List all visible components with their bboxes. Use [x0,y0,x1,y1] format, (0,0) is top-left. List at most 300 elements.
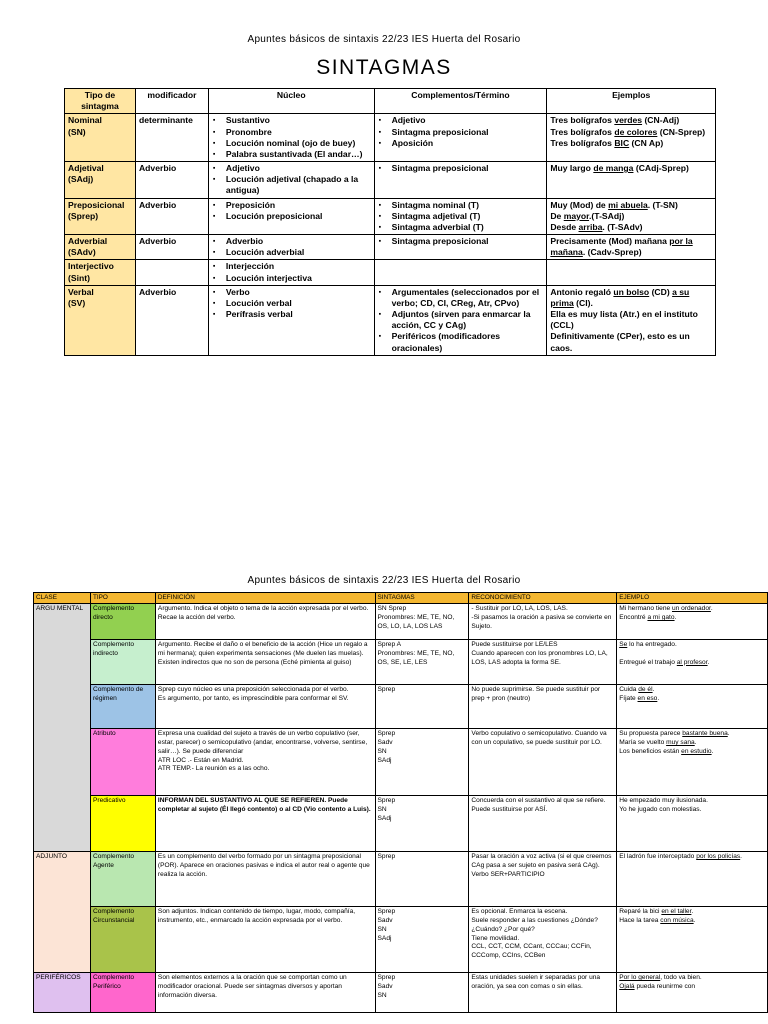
definicion-cell [155,604,375,640]
example-text: . [727,730,730,738]
example-line [550,163,712,174]
example-line [619,974,765,983]
cell-line: CCL, CCT, CCM, CCant, CCCau; CCFin, CCComp, CCIns, CCBen [471,943,592,959]
example-text: . [657,695,660,703]
sintagmas-cell [375,796,469,852]
list-item: ▪ Locución adjetival (chapado a la antigua) [226,174,371,196]
cell-line: Es opcional. Enmarca la escena. [471,908,568,916]
example-text: Tres bolígrafos [550,126,615,137]
example-text: He empezado muy ilusionada. [619,797,708,805]
cell-line: ATR TEMP.- La reunión es a las ocho. [157,765,270,773]
cell-line: SN [377,747,387,755]
complementos-list [378,200,544,234]
tipo-cell [65,260,136,285]
example-text: . (Cadv-Sprep) [582,247,642,258]
ejemplo-cell [617,796,768,852]
cell-line: Sprep [377,797,396,805]
complementos-cell [374,162,547,199]
nucleo-cell [208,235,374,260]
nucleo-list [212,200,371,222]
example-line [619,806,765,815]
list-item: ▪ Sintagma nominal (T) [392,200,544,211]
underlined-text: en estudio [681,747,712,755]
example-line [619,983,765,992]
example-line [550,236,712,258]
list-item: ▪ Preposición [226,200,371,211]
sintagmas-cell [375,907,469,973]
underlined-text: arriba [578,221,603,232]
underlined-text: muy sana [666,739,695,747]
example-text: De [550,210,564,221]
cell-line: SN [377,806,387,814]
sintagmas-cell [375,640,469,685]
underlined-text: en eso [637,695,658,703]
example-text: . [693,917,696,925]
column-header: Ejemplos [547,89,716,114]
complementos-list [378,163,544,174]
example-text: (CN-Adj) [642,115,680,126]
cell-line: Argumento. Recibe el daño o el beneficio de la acción (Hice un regalo a mi hermana); quien experimenta sensaciones (Me duelen las muelas). Existen indirectos que no son de persona (Eché pimienta al guiso) [157,641,368,666]
example-line [619,917,765,926]
tipo-cell: Complemento directo [90,604,155,640]
example-line [619,853,765,862]
table-row [34,685,768,729]
example-text: Entregué el trabajo [619,658,677,666]
underlined-text: mi abuela [608,199,648,210]
cell-line: - Sustituir por LO, LA, LOS, LAS. [471,605,568,613]
cell-line: SAdj [377,756,392,764]
list-item: ▪ Adjetivo [392,115,544,126]
sintagmas-cell [375,973,469,1013]
example-line [619,650,765,659]
ejemplo-cell [617,640,768,685]
tipo-line: (Sprep) [68,210,99,221]
complementos-cell [374,198,547,235]
column-header: CLASE [34,593,91,604]
example-line [550,200,712,211]
clase-cell: ARGU MENTAL [34,604,91,852]
table-row [65,260,716,285]
underlined-text: de colores [614,126,658,137]
example-line [619,748,765,757]
example-text: . [710,605,713,613]
list-item: ▪ Sustantivo [226,115,371,126]
cell-line: SN [377,991,387,999]
list-item: ▪ Periféricos (modificadores oracionales) [392,331,544,353]
cell-line: Sadv [377,739,393,747]
table-header-row [34,593,768,604]
ejemplos-cell [547,162,716,199]
cell-line: Pronombres: ME, TE, NO, OS, LO, LA, LOS LAS [377,614,455,630]
sintagmas-cell [375,685,469,729]
definicion-cell [155,685,375,729]
example-text: El ladrón fue interceptado [619,853,697,861]
cell-line: Sprep [377,853,396,861]
example-line [550,287,712,309]
example-text: Tres bolígrafos [550,137,615,148]
cell-line: Expresa una cualidad del sujeto a través de un verbo copulativo (ser, estar, parecer) o semicopulativo (andar, encontrarse, volverse, sentirse, salir…). Se puede diferenciar [157,730,368,755]
cell-line: Verbo copulativo o semicopulativo. Cuando va con un copulativo, se puede sustituir por LO. [471,730,607,747]
list-item: ▪ Sintagma adjetival (T) [392,211,544,222]
cell-line: Tiene movilidad. [471,934,520,942]
complementos-cell [374,285,547,355]
reconocimiento-cell [469,640,617,685]
page1-header: Apuntes básicos de sintaxis 22/23 IES Huerta del Rosario [247,34,521,45]
list-item: ▪ Argumentales (seleccionados por el verbo; CD, CI, CReg, Atr, CPvo) [392,287,544,309]
definicion-cell [155,852,375,907]
column-header: Núcleo [208,89,374,114]
table-row [34,973,768,1013]
sintagmas-table [64,88,716,356]
cell-line: Verbo SER+PARTICIPIO [471,870,545,878]
tipo-cell: Complemento Agente [90,852,155,907]
cell-line: Sprep [377,686,396,694]
example-text: Muy largo [550,163,594,174]
reconocimiento-cell [469,604,617,640]
cell-line: Estas unidades suelen ir separadas por una oración, ya sea con comas o sin ellas. [471,974,601,991]
list-item: ▪ Adjuntos (sirven para enmarcar la acción, CC y CAg) [392,309,544,331]
column-header: RECONOCIMIENTO [469,593,617,604]
funciones-table [33,592,768,1013]
complementos-list [378,236,544,247]
tipo-cell: Complemento de régimen [90,685,155,729]
underlined-text: Por lo general [619,974,661,982]
complementos-cell [374,235,547,260]
nucleo-cell [208,114,374,162]
ejemplo-cell [617,685,768,729]
underlined-text: un ordenador [671,605,711,613]
reconocimiento-cell [469,796,617,852]
column-header: DEFINICIÓN [155,593,375,604]
example-text: Reparé la bici [619,908,662,916]
example-line [550,127,712,138]
cell-line: Argumento. Indica el objeto o tema de la acción expresada por el verbo. Recae la acción del verbo. [157,605,369,622]
cell-line: -Si pasamos la oración a pasiva se convierte en Sujeto. [471,614,612,630]
underlined-text: un bolso [613,286,650,297]
example-line [550,222,712,233]
example-text: (CD) [649,286,673,297]
list-item: ▪ Locución nominal (ojo de buey) [226,138,371,149]
tipo-line: Adjetival [68,163,104,174]
list-item: ▪ Verbo [226,287,371,298]
example-line [619,659,765,668]
table-row [34,907,768,973]
list-item: ▪ Sintagma adverbial (T) [392,222,544,233]
cell-line: Sprep [377,974,396,982]
example-text: Cuida [619,686,639,694]
tipo-cell [65,114,136,162]
ejemplos-cell [547,114,716,162]
cell-line: Pasar la oración a voz activa (si el que creemos CAg pasa a ser sujeto en pasiva será CAg). [471,853,612,870]
cell-line: Sprep cuyo núcleo es una preposición seleccionada por el verbo. [157,686,349,694]
cell-line: SN [377,925,387,933]
example-text: Tres bolígrafos [550,115,615,126]
tipo-line: (SAdj) [68,174,94,185]
underlined-text: por los policías [696,853,741,861]
column-header: modificador [135,89,208,114]
tipo-cell [65,235,136,260]
ejemplos-cell [547,285,716,355]
ejemplos-cell [547,235,716,260]
example-text: . [707,658,710,666]
example-text: . (T-SN) [647,199,678,210]
ejemplo-cell [617,973,768,1013]
clase-cell: ADJUNTO [34,852,91,973]
definicion-cell [155,907,375,973]
table-row [65,235,716,260]
definicion-cell [155,640,375,685]
cell-line: Pronombres: ME, TE, NO, OS, SE, LE, LES [377,650,455,666]
reconocimiento-cell [469,973,617,1013]
list-item: ▪ Sintagma preposicional [392,127,544,138]
cell-line: Concuerda con el sustantivo al que se refiere. [471,797,606,805]
page2-header: Apuntes básicos de sintaxis 22/23 IES Huerta del Rosario [247,575,521,586]
cell-line: Es un complemento del verbo formado por un sintagma preposicional (POR). Aparece en oraciones pasivas e indica el autor real o agente que realiza la acción. [157,853,370,878]
table-row [34,796,768,852]
reconocimiento-cell [469,852,617,907]
example-text: (CI). [573,297,593,308]
cell-line: Son adjuntos. Indican contenido de tiempo, lugar, modo, compañía, instrumento, etc., enmarcado la acción expresada por el verbo. [157,908,356,925]
nucleo-cell [208,285,374,355]
cell-line: Suele responder a las cuestiones ¿Dónde? ¿Cuándo? ¿Por qué? [471,917,598,933]
list-item: ▪ Locución preposicional [226,211,371,222]
tipo-line: (SN) [68,126,86,137]
example-line [619,614,765,623]
underlined-text: por la mañana [550,236,693,258]
example-line [619,908,765,917]
underlined-text: de manga [593,163,634,174]
tipo-cell: Atributo [90,729,155,796]
list-item: ▪ Palabra sustantivada (El andar…) [226,149,371,160]
example-line [619,686,765,695]
table-row [65,285,716,355]
example-text: (CAdj-Sprep) [633,163,689,174]
list-item: ▪ Sintagma preposicional [392,236,544,247]
reconocimiento-cell [469,685,617,729]
underlined-text: Se [619,641,628,649]
page-title: SINTAGMAS [316,56,452,79]
cell-line: Es argumento, por tanto, es imprescindible para conformar el SV. [157,695,349,703]
underlined-text: Ojalá [619,983,635,991]
cell-line: Sadv [377,917,393,925]
nucleo-list [212,115,371,160]
example-text: Su propuesta parece [619,730,683,738]
list-item: ▪ Adverbio [226,236,371,247]
table-row [65,114,716,162]
complementos-cell [374,260,547,285]
example-line [619,641,765,650]
example-text: Muy (Mod) de [550,199,609,210]
example-text: Hace la tarea [619,917,661,925]
table-row [34,852,768,907]
list-item: ▪ Interjección [226,261,371,272]
modificador-cell: Adverbio [135,162,208,199]
tipo-line: Interjectivo [68,261,114,272]
definicion-cell [155,796,375,852]
cell-line: ATR LOC .- Están en Madrid. [157,756,244,764]
reconocimiento-cell [469,907,617,973]
example-line [550,138,712,149]
example-line [550,331,712,353]
tipo-cell: Complemento Periférico [90,973,155,1013]
complementos-cell [374,114,547,162]
column-header: Complementos/Término [374,89,547,114]
cell-line: Sprep [377,730,396,738]
tipo-line: Adverbial [68,236,108,247]
example-text: Fíjate [619,695,638,703]
underlined-text: en el taller [661,908,692,916]
cell-line: Sprep A [377,641,401,649]
clase-cell: PERIFÉRICOS [34,973,91,1013]
example-text: (CN Ap) [629,137,664,148]
example-text: Yo he jugado con molestias. [619,806,702,814]
table-row [65,162,716,199]
nucleo-list [212,163,371,197]
example-line [550,211,712,222]
tipo-cell [65,162,136,199]
list-item: ▪ Sintagma preposicional [392,163,544,174]
modificador-cell: determinante [135,114,208,162]
example-text: María se vuelto [619,739,667,747]
ejemplo-cell [617,852,768,907]
tipo-line: (SV) [68,297,86,308]
cell-line: No puede suprimirse. Se puede sustituir por prep + pron (neutro) [471,686,601,703]
example-text: Desde [550,221,579,232]
column-header: TIPO [90,593,155,604]
example-text: lo ha entregado. [627,641,677,649]
column-header: EJEMPLO [617,593,768,604]
example-line [619,797,765,806]
example-text: . [740,853,743,861]
column-header: Tipo de sintagma [65,89,136,114]
cell-line: Sprep [377,908,396,916]
ejemplo-cell [617,729,768,796]
cell-line: Son elementos externos a la oración que se comportan como un modificador oracional. Puede ser sintagmas diversos y aportan información diversa. [157,974,347,999]
list-item: ▪ Aposición [392,138,544,149]
underlined-text: verdes [614,115,643,126]
sintagmas-cell [375,604,469,640]
example-text: Mi hermano tiene [619,605,672,613]
example-line [619,739,765,748]
ejemplos-cell [547,260,716,285]
tipo-line: (Sint) [68,272,90,283]
example-text: , todo va bien. [660,974,702,982]
definicion-cell [155,729,375,796]
complementos-list [378,287,544,354]
table-row [34,640,768,685]
nucleo-cell [208,260,374,285]
example-line [550,309,712,331]
example-text: . (T-SAdv) [602,221,643,232]
tipo-cell [65,198,136,235]
modificador-cell: Adverbio [135,235,208,260]
example-text: Encontré [619,614,648,622]
underlined-text: de él [638,686,653,694]
tipo-cell: Predicativo [90,796,155,852]
cell-line: SN Sprep [377,605,407,613]
list-item: ▪ Adjetivo [226,163,371,174]
example-text: . [674,614,677,622]
table-row [65,198,716,235]
cell-line: Sadv [377,983,393,991]
example-line [619,695,765,704]
tipo-cell: Complemento indirecto [90,640,155,685]
table-row [34,729,768,796]
example-text: pueda reunirme con [634,983,696,991]
list-item: ▪ Locución verbal [226,298,371,309]
table-header-row [65,89,716,114]
cell-line: INFORMAN DEL SUSTANTIVO AL QUE SE REFIEREN. Puede completar al sujeto (Él llegó contento) o al CD (Vio contento a Luis). [157,797,371,814]
ejemplo-cell [617,604,768,640]
reconocimiento-cell [469,729,617,796]
modificador-cell: Adverbio [135,198,208,235]
underlined-text: mayor [563,210,590,221]
column-header: SINTAGMAS [375,593,469,604]
example-text: . [691,908,694,916]
list-item: ▪ Locución interjectiva [226,273,371,284]
table-row [34,604,768,640]
example-text: . [694,739,697,747]
example-text: Los beneficios están [619,747,682,755]
modificador-cell: Adverbio [135,285,208,355]
tipo-line: Nominal [68,115,102,126]
underlined-text: con música [660,917,694,925]
tipo-line: (SAdv) [68,247,96,258]
complementos-list [378,115,544,149]
ejemplo-cell [617,907,768,973]
sintagmas-cell [375,852,469,907]
example-line [550,115,712,126]
example-text: . [652,686,655,694]
nucleo-cell [208,198,374,235]
tipo-cell [65,285,136,355]
example-text: Precisamente (Mod) mañana [550,236,670,247]
underlined-text: BIC [614,137,630,148]
example-text: Antonio regaló [550,286,614,297]
nucleo-list [212,236,371,258]
nucleo-cell [208,162,374,199]
underlined-text: a su prima [550,286,690,308]
example-text: Ella es muy lista (Atr.) en el instituto (CCL) [550,309,698,331]
cell-line: SAdj [377,814,392,822]
example-line [619,605,765,614]
example-text: (CN-Sprep) [657,126,706,137]
tipo-cell: Complemento Circunstancial [90,907,155,973]
example-text: Definitivamente (CPer), esto es un caos. [550,331,690,353]
underlined-text: bastante buena [682,730,728,738]
list-item: ▪ Locución adverbial [226,247,371,258]
underlined-text: al profesor [676,658,708,666]
tipo-line: Verbal [68,286,94,297]
example-text: . [711,747,714,755]
example-line [619,730,765,739]
cell-line: SAdj [377,934,392,942]
ejemplos-cell [547,198,716,235]
list-item: ▪ Pronombre [226,127,371,138]
cell-line: Puede sustituirse por LE/LES [471,641,558,649]
modificador-cell [135,260,208,285]
nucleo-list [212,261,371,283]
example-text: .(T-SAdj) [589,210,625,221]
nucleo-list [212,287,371,321]
definicion-cell [155,973,375,1013]
tipo-line: Preposicional [68,199,125,210]
cell-line: Cuando aparecen con los pronombres LO, LA, LOS, LAS adopta la forma SE. [471,650,608,666]
underlined-text: a mi gato [647,614,675,622]
list-item: ▪ Perífrasis verbal [226,309,371,320]
cell-line: Puede sustituirse por ASÍ. [471,806,548,814]
sintagmas-cell [375,729,469,796]
